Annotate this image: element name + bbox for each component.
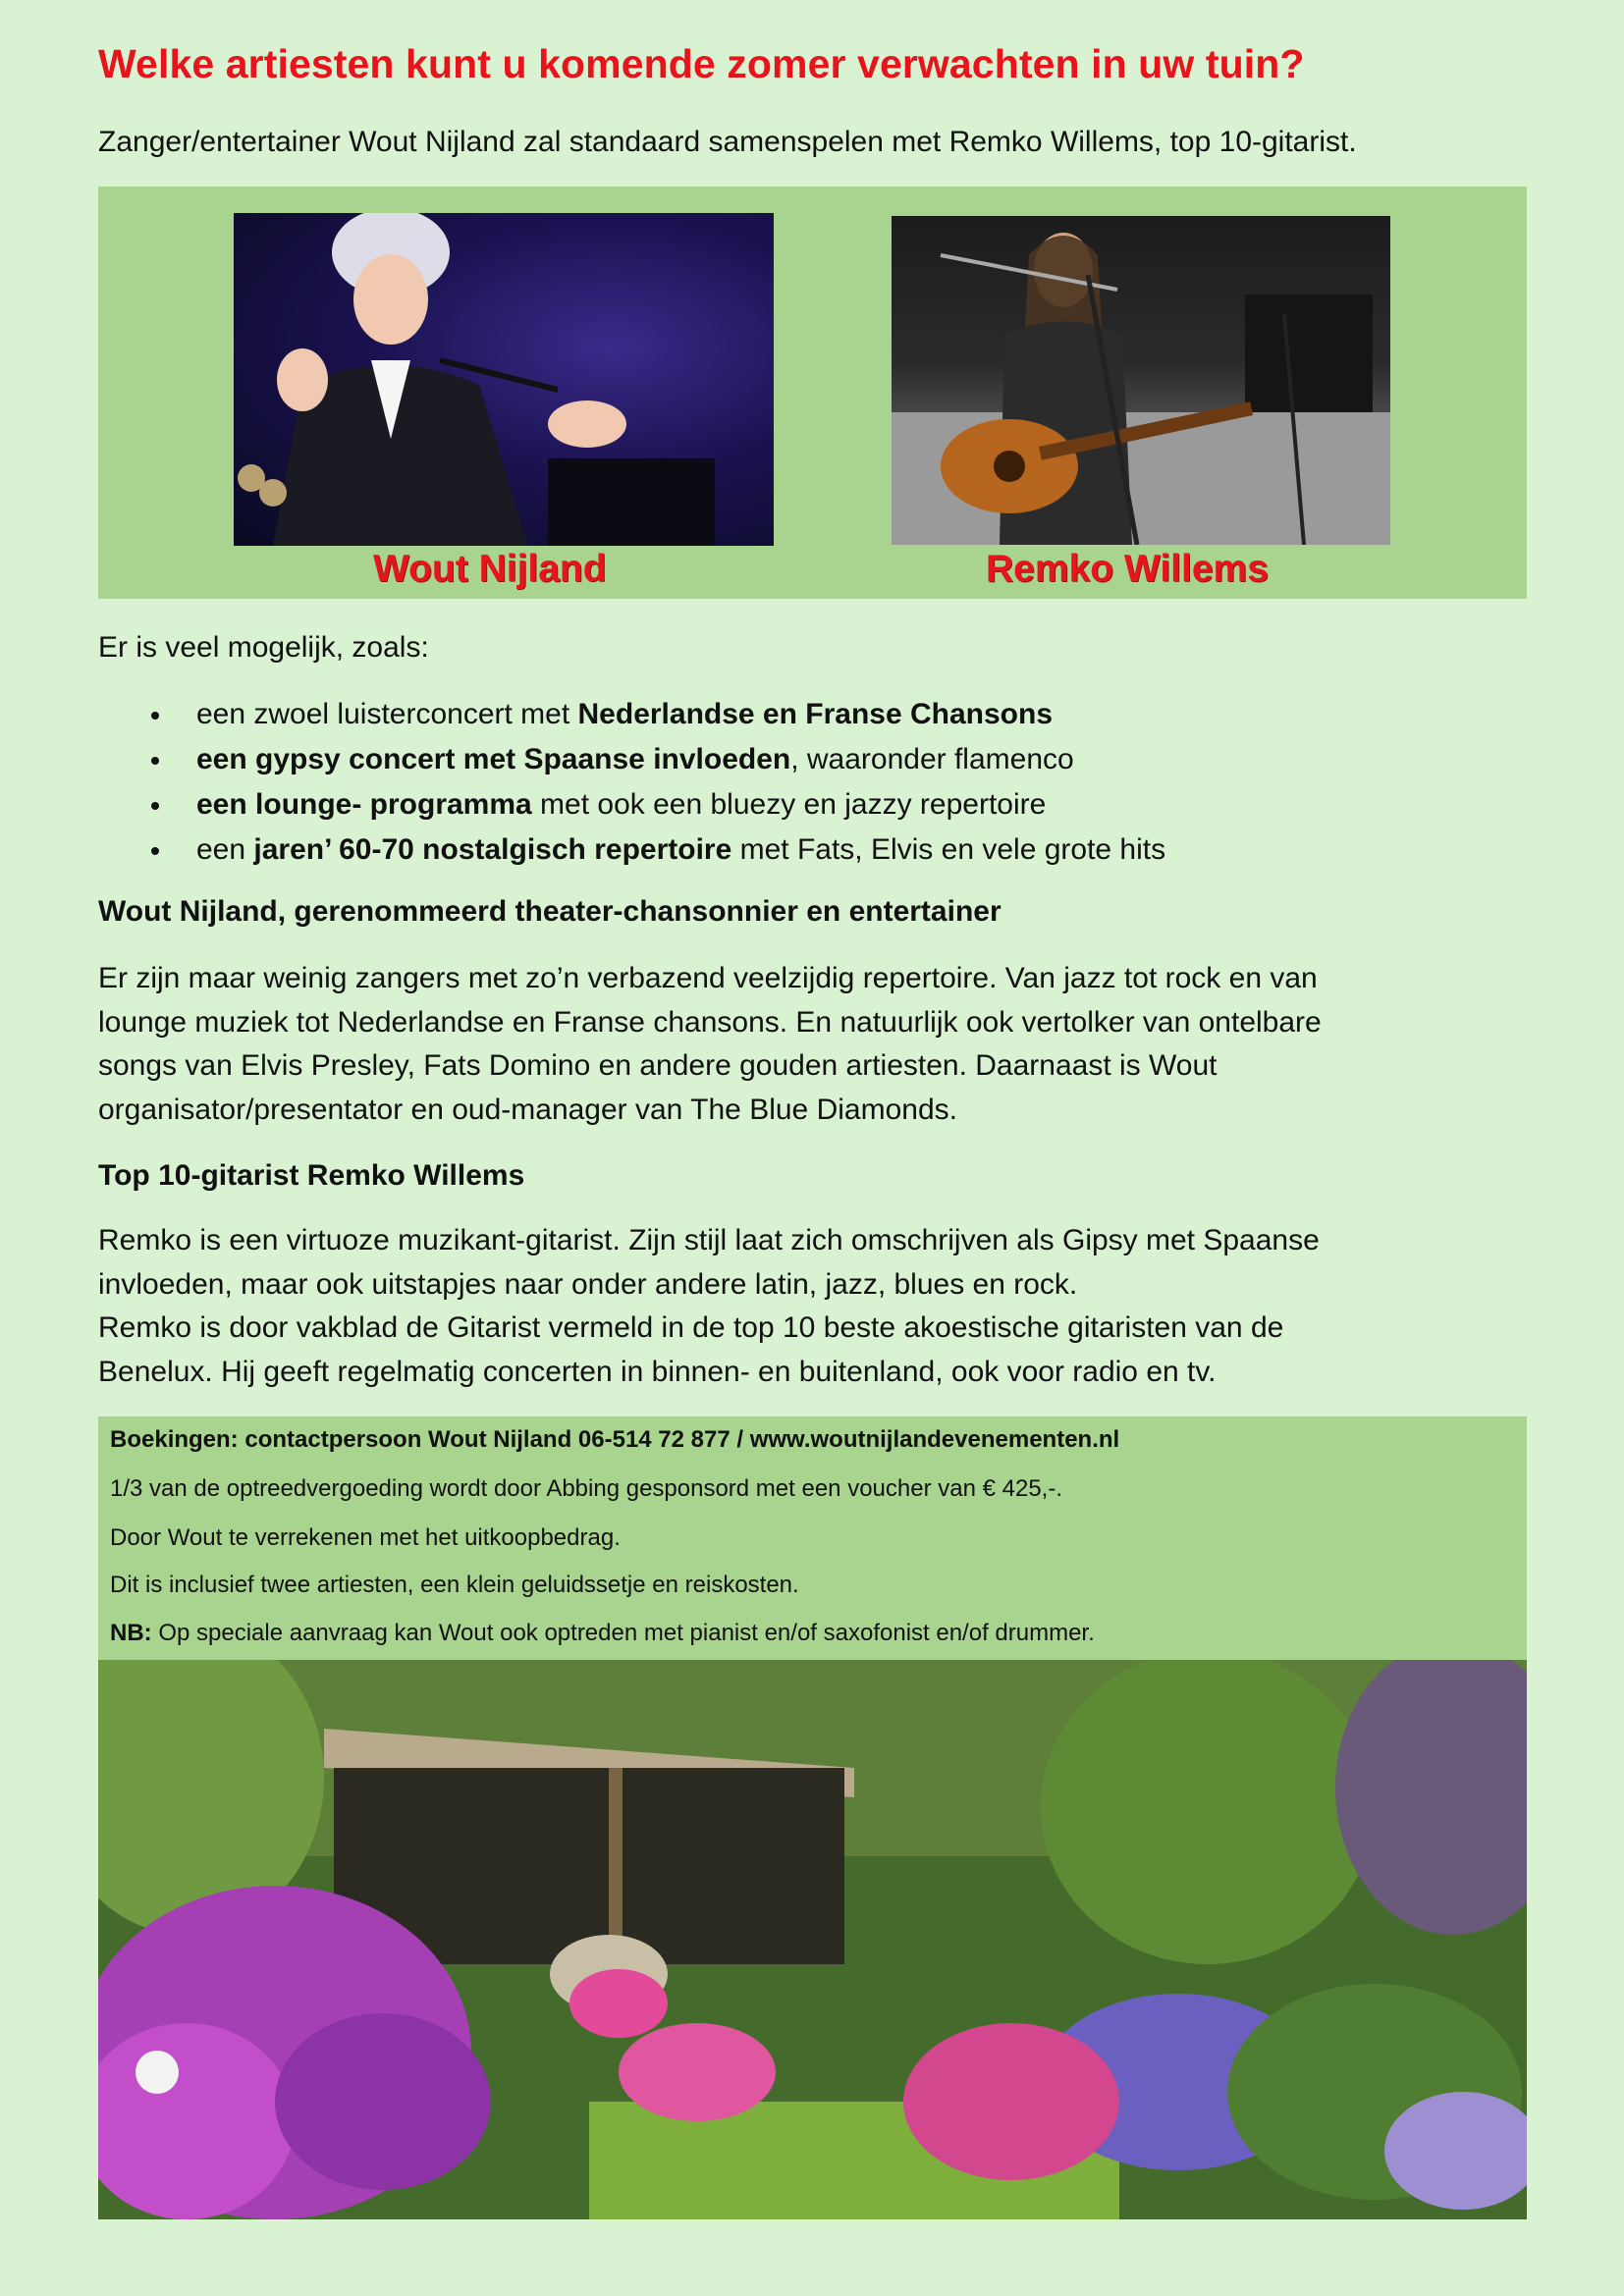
remko-section-heading: Top 10-gitarist Remko Willems [98,1159,525,1192]
remko-willems-photo [892,216,1390,545]
page-title: Welke artiesten kunt u komende zomer verwachten in uw tuin? [98,41,1305,86]
list-item: een lounge- programma met ook een bluezy en jazzy repertoire [98,785,1165,830]
wout-nijland-photo [234,213,774,546]
list-item: een zwoel luisterconcert met Nederlandse en Franse Chansons [98,695,1165,740]
booking-inclusive: Dit is inclusief twee artiesten, een klein geluidssetje en reiskosten. [110,1572,799,1598]
intro-text: Zanger/entertainer Wout Nijland zal standaard samenspelen met Remko Willems, top 10-gitarist. [98,126,1357,158]
artist-photo-band [98,187,1527,599]
booking-contact: Boekingen: contactpersoon Wout Nijland 06-514 72 877 / www.woutnijlandevenementen.nl [110,1426,1120,1453]
list-item: een jaren’ 60-70 nostalgisch repertoire met Fats, Elvis en vele grote hits [98,830,1165,876]
garden-photo [98,1660,1527,2219]
booking-note: NB: Op speciale aanvraag kan Wout ook optreden met pianist en/of saxofonist en/of drummer. [110,1620,1095,1646]
booking-settlement: Door Wout te verrekenen met het uitkoopbedrag. [110,1524,621,1551]
list-item: een gypsy concert met Spaanse invloeden, waaronder flamenco [98,740,1165,785]
wout-nijland-caption: Wout Nijland [373,548,607,590]
remko-section-text: Remko is een virtuoze muzikant-gitarist. Zijn stijl laat zich omschrijven als Gipsy met Spaanse invloeden, maar ook uitstapjes naar onder andere latin, jazz, blues en rock. Remko is door vakblad de Gitarist vermeld in de top 10 beste akoestische gitaristen van de Benelux. Hij geeft regelmatig concerten in binnen- en buitenland, ook voor radio en tv. [98,1224,1320,1388]
remko-willems-caption: Remko Willems [986,548,1269,590]
options-list [98,695,1165,876]
booking-box [98,1416,1527,1660]
booking-voucher: 1/3 van de optreedvergoeding wordt door Abbing gesponsord met een voucher van € 425,-. [110,1475,1062,1502]
wout-section-heading: Wout Nijland, gerenommeerd theater-chansonnier en entertainer [98,895,1001,928]
wout-section-text: Er zijn maar weinig zangers met zo’n verbazend veelzijdig repertoire. Van jazz tot rock en van lounge muziek tot Nederlandse en Franse chansons. En natuurlijk ook vertolker van ontelbare songs van Elvis Presley, Fats Domino en andere gouden artiesten. Daarnaast is Wout organisator/presentator en oud-manager van The Blue Diamonds. [98,962,1322,1126]
options-lead: Er is veel mogelijk, zoals: [98,631,429,664]
